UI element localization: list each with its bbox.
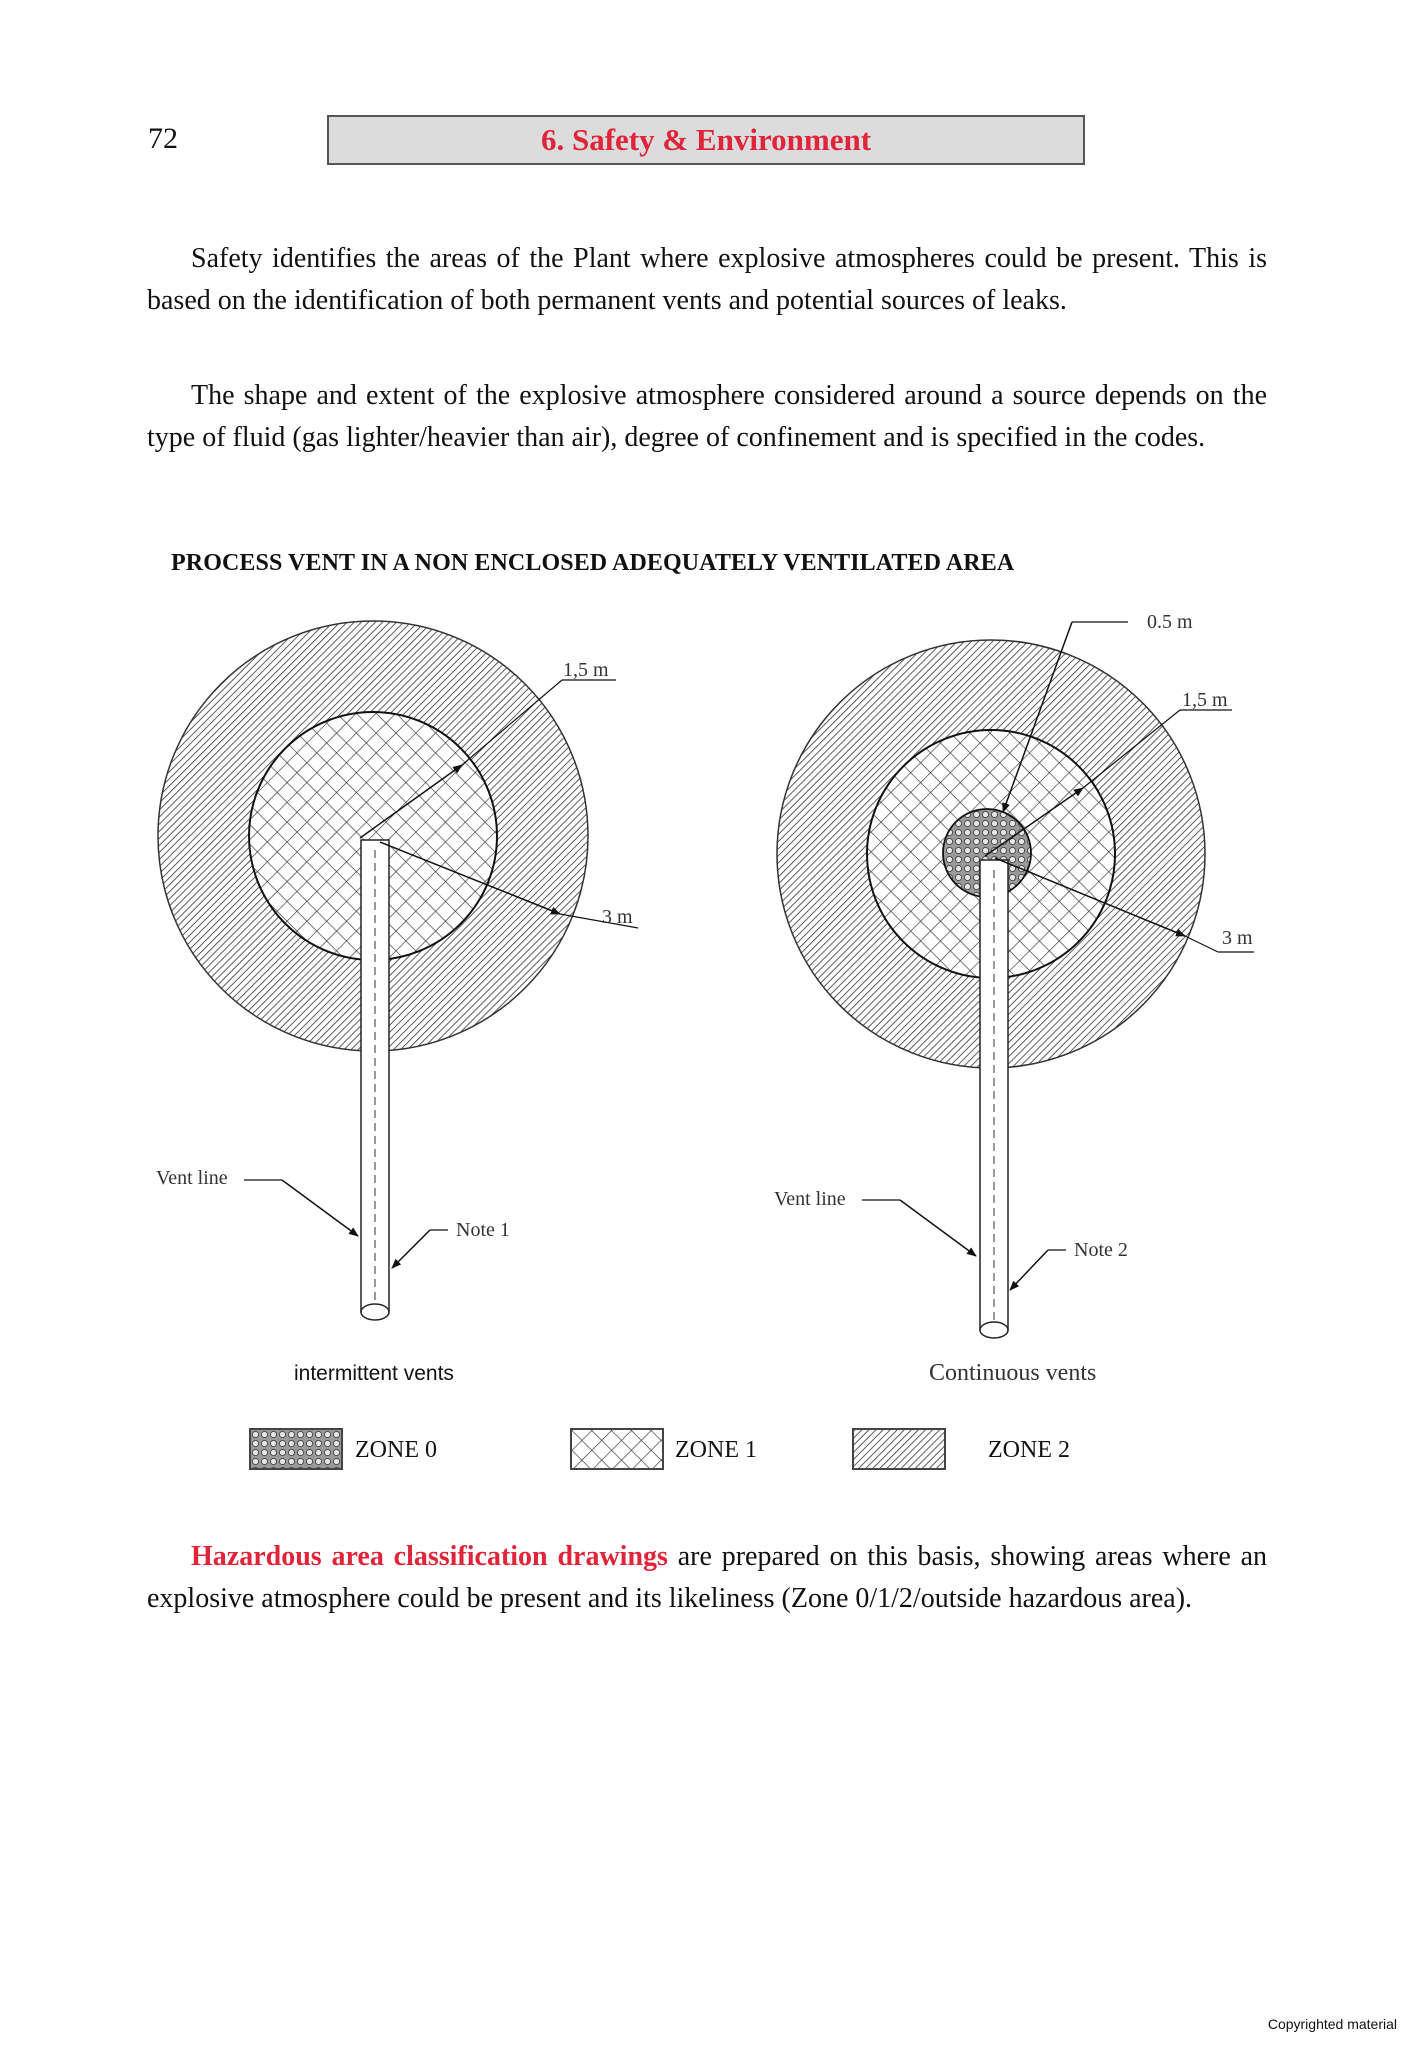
note-1-label: Note 1 <box>456 1219 510 1241</box>
page-number: 72 <box>148 122 178 155</box>
pipe-opening <box>361 1304 389 1320</box>
zone-2-swatch <box>852 1428 946 1470</box>
chapter-title: 6. Safety & Environment <box>540 122 872 157</box>
copyright-notice: Copyrighted material <box>1267 2016 1397 2032</box>
figure-title: PROCESS VENT IN A NON ENCLOSED ADEQUATELY VENTILATED AREA <box>171 550 1015 576</box>
zone-2-label: ZONE 2 <box>988 1437 1070 1463</box>
radius-0-5m-label: 0.5 m <box>1147 611 1193 633</box>
note-2-label: Note 2 <box>1074 1239 1128 1261</box>
intermittent-vent-diagram <box>156 621 638 1320</box>
chapter-header <box>327 115 1085 165</box>
paragraph-1: Safety identifies the areas of the Plant where explosive atmospheres could be present. This is based on the identification of both permanent vents and potential sources of leaks. <box>147 243 1267 316</box>
paragraph-2: The shape and extent of the explosive atmosphere considered around a source depends on the type of fluid (gas lighter/heavier than air), degree of confinement and is specified in the codes. <box>147 380 1267 453</box>
hazardous-area-highlight: Hazardous area classification drawings <box>191 1541 668 1572</box>
continuous-vents-caption: Continuous vents <box>929 1360 1097 1386</box>
vent-line-label: Vent line <box>774 1188 846 1210</box>
note-1-arrow <box>392 1230 430 1268</box>
radius-3m-label: 3 m <box>602 906 633 928</box>
paragraph-3-text: are prepared on this basis, showing areas where an explosive atmosphere could be present and its likeliness (Zone 0/1/2/outside hazardous area). <box>147 1541 1268 1614</box>
zone-legend <box>0 1428 1427 1478</box>
zone-1-swatch <box>570 1428 664 1470</box>
zone-1-label: ZONE 1 <box>675 1437 757 1463</box>
vent-line-arrow <box>282 1180 358 1236</box>
vent-line-arrow <box>900 1200 976 1256</box>
zone-0-label: ZONE 0 <box>355 1437 437 1463</box>
zone-0-swatch <box>249 1428 343 1470</box>
paragraph-3 <box>147 1536 1267 1620</box>
note-2-arrow <box>1010 1250 1048 1290</box>
radius-1-5m-label: 1,5 m <box>563 659 609 681</box>
radius-1-5m-label: 1,5 m <box>1182 689 1228 711</box>
hazardous-area-diagram <box>0 600 1427 1360</box>
continuous-vent-diagram <box>774 611 1254 1338</box>
radius-3m-label: 3 m <box>1222 927 1253 949</box>
pipe-opening <box>980 1322 1008 1338</box>
vent-line-label: Vent line <box>156 1167 228 1189</box>
intermittent-vents-caption: intermittent vents <box>294 1362 454 1385</box>
